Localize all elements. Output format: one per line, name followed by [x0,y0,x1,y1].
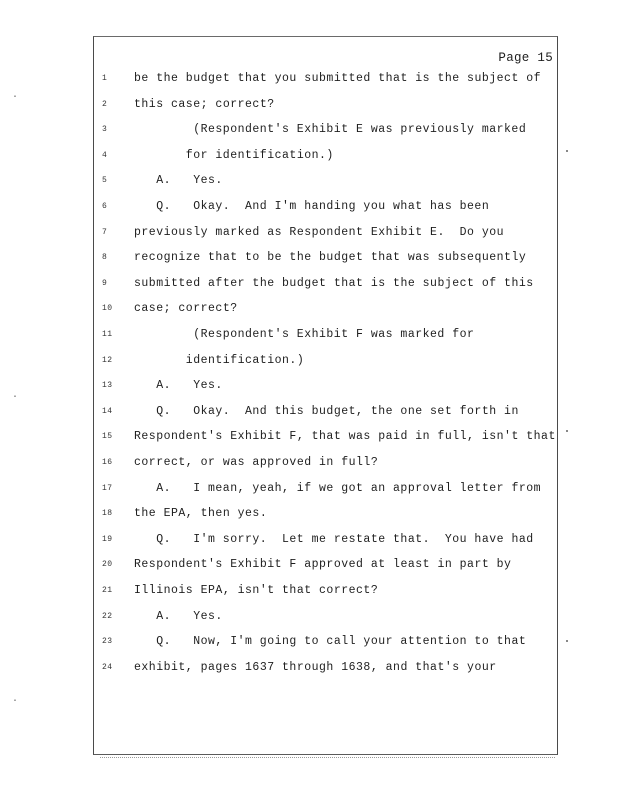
line-number: 20 [102,560,113,570]
transcript-line [94,328,559,344]
line-text: A. I mean, yeah, if we got an approval letter from [156,481,542,495]
line-number: 23 [102,637,113,647]
transcript-line [94,661,559,677]
transcript-line [94,98,559,114]
scan-artifact [100,757,555,761]
line-number: 21 [102,586,113,595]
transcript-line [94,584,559,600]
transcript-line [94,610,559,626]
transcript-line [94,507,559,523]
line-text: recognize that to be the budget that was subsequently [134,251,527,265]
transcript-line [94,405,559,421]
transcript-line [94,533,559,549]
line-text: Q. I'm sorry. Let me restate that. You have had [156,532,534,546]
line-text: the EPA, then yes. [134,507,268,521]
line-text: A. Yes. [156,609,223,623]
transcript-line [94,456,559,472]
line-number: 5 [102,176,108,186]
line-text: identification.) [185,353,305,367]
line-text: Illinois EPA, isn't that correct? [134,584,379,597]
transcript-line [94,379,559,395]
transcript-line [94,430,559,446]
line-text: previously marked as Respondent Exhibit E. Do you [134,225,505,239]
line-text: Q. Okay. And I'm handing you what has been [156,200,490,213]
transcript-line [94,302,559,318]
line-number: 18 [102,509,113,519]
line-text: Respondent's Exhibit F approved at least in part by [134,558,512,572]
transcript-line [94,226,559,242]
line-text: submitted after the budget that is the subject of this [134,276,534,290]
line-number: 11 [102,330,113,339]
line-number: 17 [102,483,113,493]
line-number: 12 [102,355,113,365]
line-number: 10 [102,304,113,314]
line-number: 6 [102,202,108,211]
line-text: this case; correct? [134,97,275,111]
transcript-line [94,174,559,190]
transcript-line [94,123,559,139]
line-text: A. Yes. [156,174,223,188]
scan-speck [566,150,568,152]
line-text: for identification.) [185,148,334,162]
line-text: exhibit, pages 1637 through 1638, and that's your [134,660,497,674]
line-text: (Respondent's Exhibit E was previously marked [193,123,527,137]
line-number: 15 [102,432,113,442]
page-number: Page 15 [498,51,553,65]
line-number: 13 [102,381,113,391]
line-number: 3 [102,125,108,135]
line-text: Q. Okay. And this budget, the one set forth in [156,404,519,418]
line-number: 24 [102,662,113,672]
transcript-line [94,558,559,574]
line-number: 1 [102,74,108,83]
line-number: 22 [102,611,113,621]
margin-mark: · [12,696,19,707]
line-text: (Respondent's Exhibit F was marked for [193,328,475,341]
line-number: 7 [102,227,108,237]
line-number: 19 [102,534,113,544]
transcript-line [94,635,559,651]
line-number: 4 [102,150,108,160]
line-number: 14 [102,406,113,416]
line-text: case; correct? [134,302,238,316]
margin-mark: · [12,392,19,403]
line-number: 2 [102,99,108,109]
scan-speck [566,430,568,432]
margin-mark: · [12,92,19,103]
line-text: be the budget that you submitted that is the subject of [134,72,542,85]
transcript-line [94,277,559,293]
line-text: correct, or was approved in full? [134,456,379,469]
transcript-line [94,200,559,216]
scan-speck [566,640,568,642]
transcript-line [94,482,559,498]
line-number: 16 [102,458,113,467]
transcript-line [94,354,559,370]
transcript-line [94,149,559,165]
line-number: 9 [102,278,108,288]
transcript-line [94,251,559,267]
transcript-page [93,36,558,755]
line-text: Q. Now, I'm going to call your attention to that [156,635,527,649]
line-text: A. Yes. [156,379,223,393]
transcript-line [94,72,559,88]
line-text: Respondent's Exhibit F, that was paid in full, isn't that [134,430,556,444]
line-number: 8 [102,253,108,263]
